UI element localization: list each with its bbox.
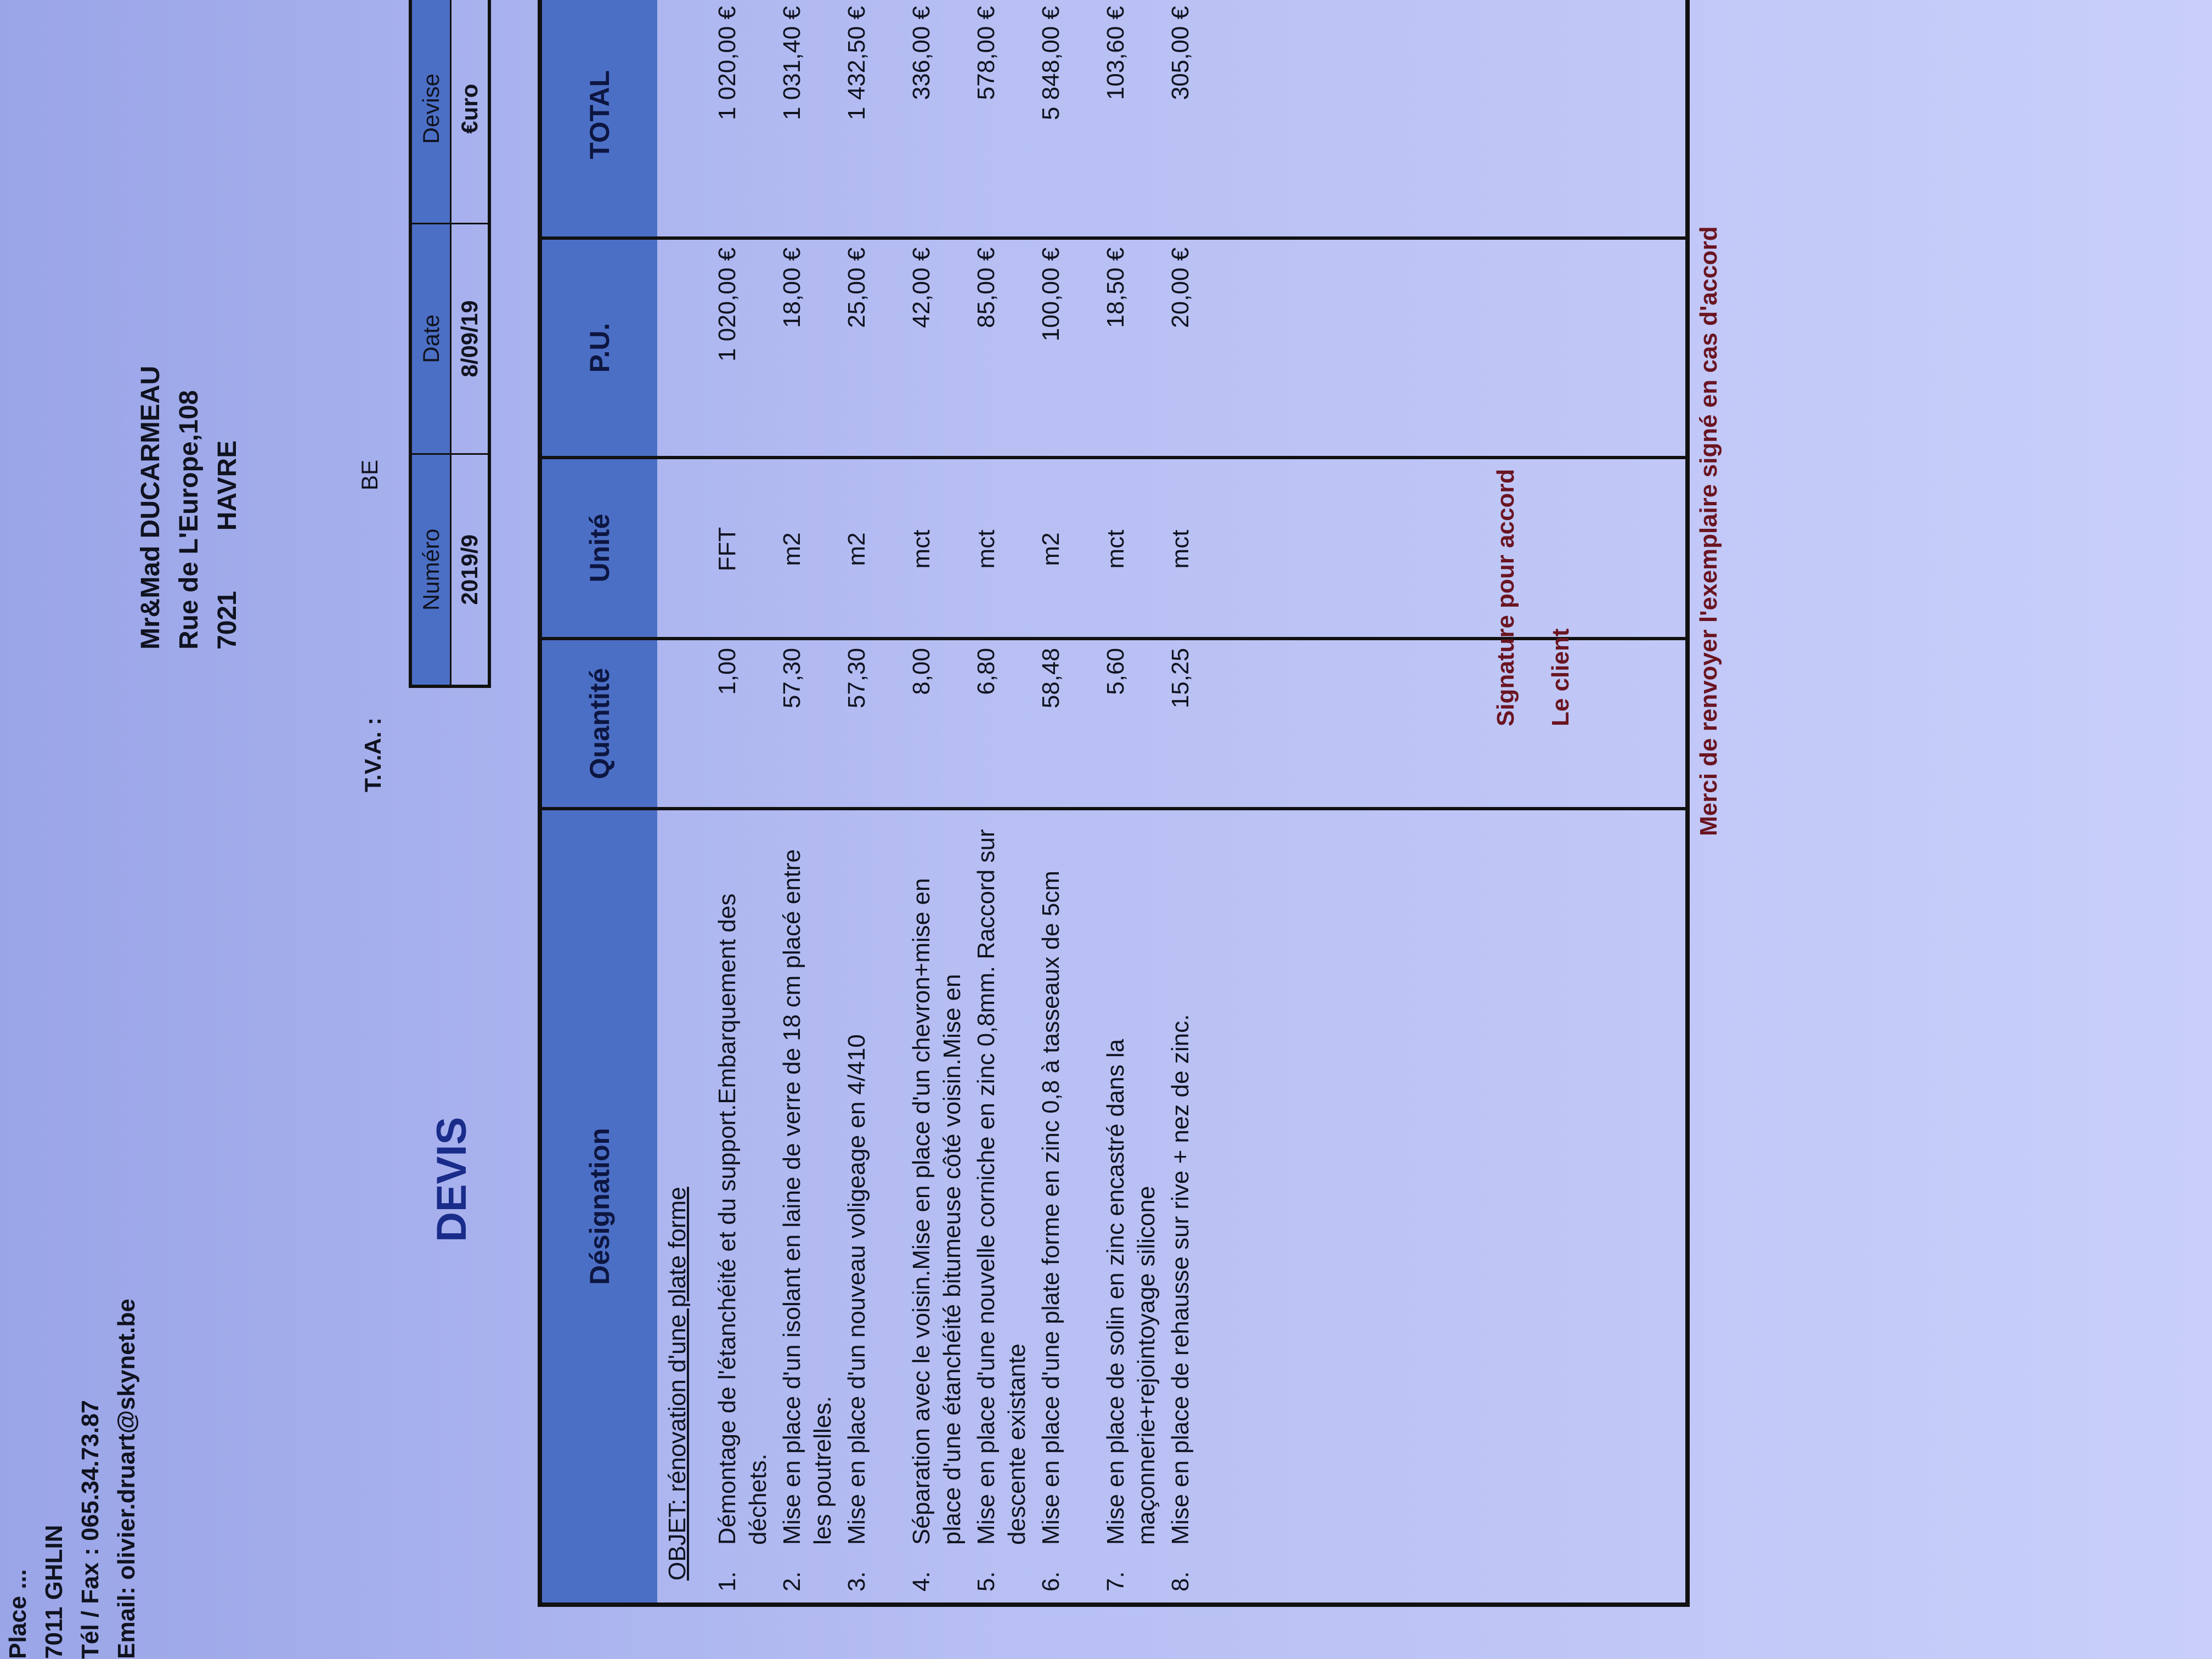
client-name: Mr&Mad DUCARMEAU <box>136 365 165 650</box>
sender-address-cut: Place ... <box>4 1569 31 1659</box>
col-unite: Unité <box>542 456 657 637</box>
tva-label: T.V.A. : <box>360 717 386 792</box>
devise-header: Devise <box>412 0 450 224</box>
document-title: DEVIS <box>428 1116 475 1242</box>
table-header <box>542 0 657 1602</box>
date-header: Date <box>412 224 450 454</box>
quote-info-box <box>409 0 491 688</box>
items-table: Désignation Quantité Unité P.U. TOTAL OBJET: rénovation d'une plate forme 1. Démontage de l'étanchéité et du support.Embarquement des déchets. 1,00 FFT 1 020,00 € 1 020,00 € 2. Mise en place d'un isolant en laine de verre de 18 cm placé entre les poutrelles. 57,30 m2 18,00 € 1 031,40 € 3. Mise en place d'un nouveau voligeage en 4/410 57,30 m2 25,00 € 1 432,50 € 4. Séparation avec le voisin.Mise en place d'un chevron+mise en place d'une étanchéité bitumeuse côté voisin.Mise en 8,00 mct 42,00 € 336,00 € 5. Mise en place d'une nouvelle corniche en zinc 0,8mm. Raccord sur descente existante 6,80 mct 85,00 € 578,00 € 6. Mise en place d'une plate forme en zinc 0,8 à tasseaux de 5cm 58,48 m2 100,00 € 5 848,00 € 7. Mise en place de solin en zinc encastré dans la maçonnerie+rejointoyage silicone 5,60 mct 18,50 € 103,60 € 8. Mise en place de rehausse sur rive + nez de zinc. 15,25 mct 20,00 € 305,00 € <box>538 0 1690 1607</box>
col-total: TOTAL <box>584 70 615 160</box>
sender-email: Email: olivier.druart@skynet.be <box>113 1299 140 1659</box>
object-line: OBJET: rénovation d'une plate forme <box>664 1187 691 1581</box>
sender-phone: Tél / Fax : 065.34.73.87 <box>77 1400 104 1659</box>
client-block <box>132 366 247 650</box>
return-note: Merci de renvoyer l'exemplaire signé en cas d'accord <box>1695 226 1722 836</box>
devise-value: €uro <box>450 0 488 224</box>
column-divider <box>542 236 1685 240</box>
signature-label: Signature pour accord <box>1492 469 1519 726</box>
date-value: 8/09/19 <box>450 224 488 454</box>
numero-header: Numéro <box>412 455 450 685</box>
col-quantite: Quantité <box>542 637 657 807</box>
client-label: Le client <box>1547 628 1574 726</box>
client-city: HAVRE <box>213 440 242 531</box>
col-designation: Désignation <box>542 807 657 1602</box>
numero-value: 2019/9 <box>450 455 488 685</box>
column-divider <box>542 807 1685 810</box>
client-street: Rue de L'Europe,108 <box>174 390 204 650</box>
client-postcode: 7021 <box>213 591 242 650</box>
column-divider <box>542 456 1685 459</box>
col-pu: P.U. <box>542 236 657 456</box>
sender-city: 7011 GHLIN <box>41 1525 67 1659</box>
tva-value: BE <box>357 459 382 490</box>
sender-block <box>0 1299 145 1659</box>
